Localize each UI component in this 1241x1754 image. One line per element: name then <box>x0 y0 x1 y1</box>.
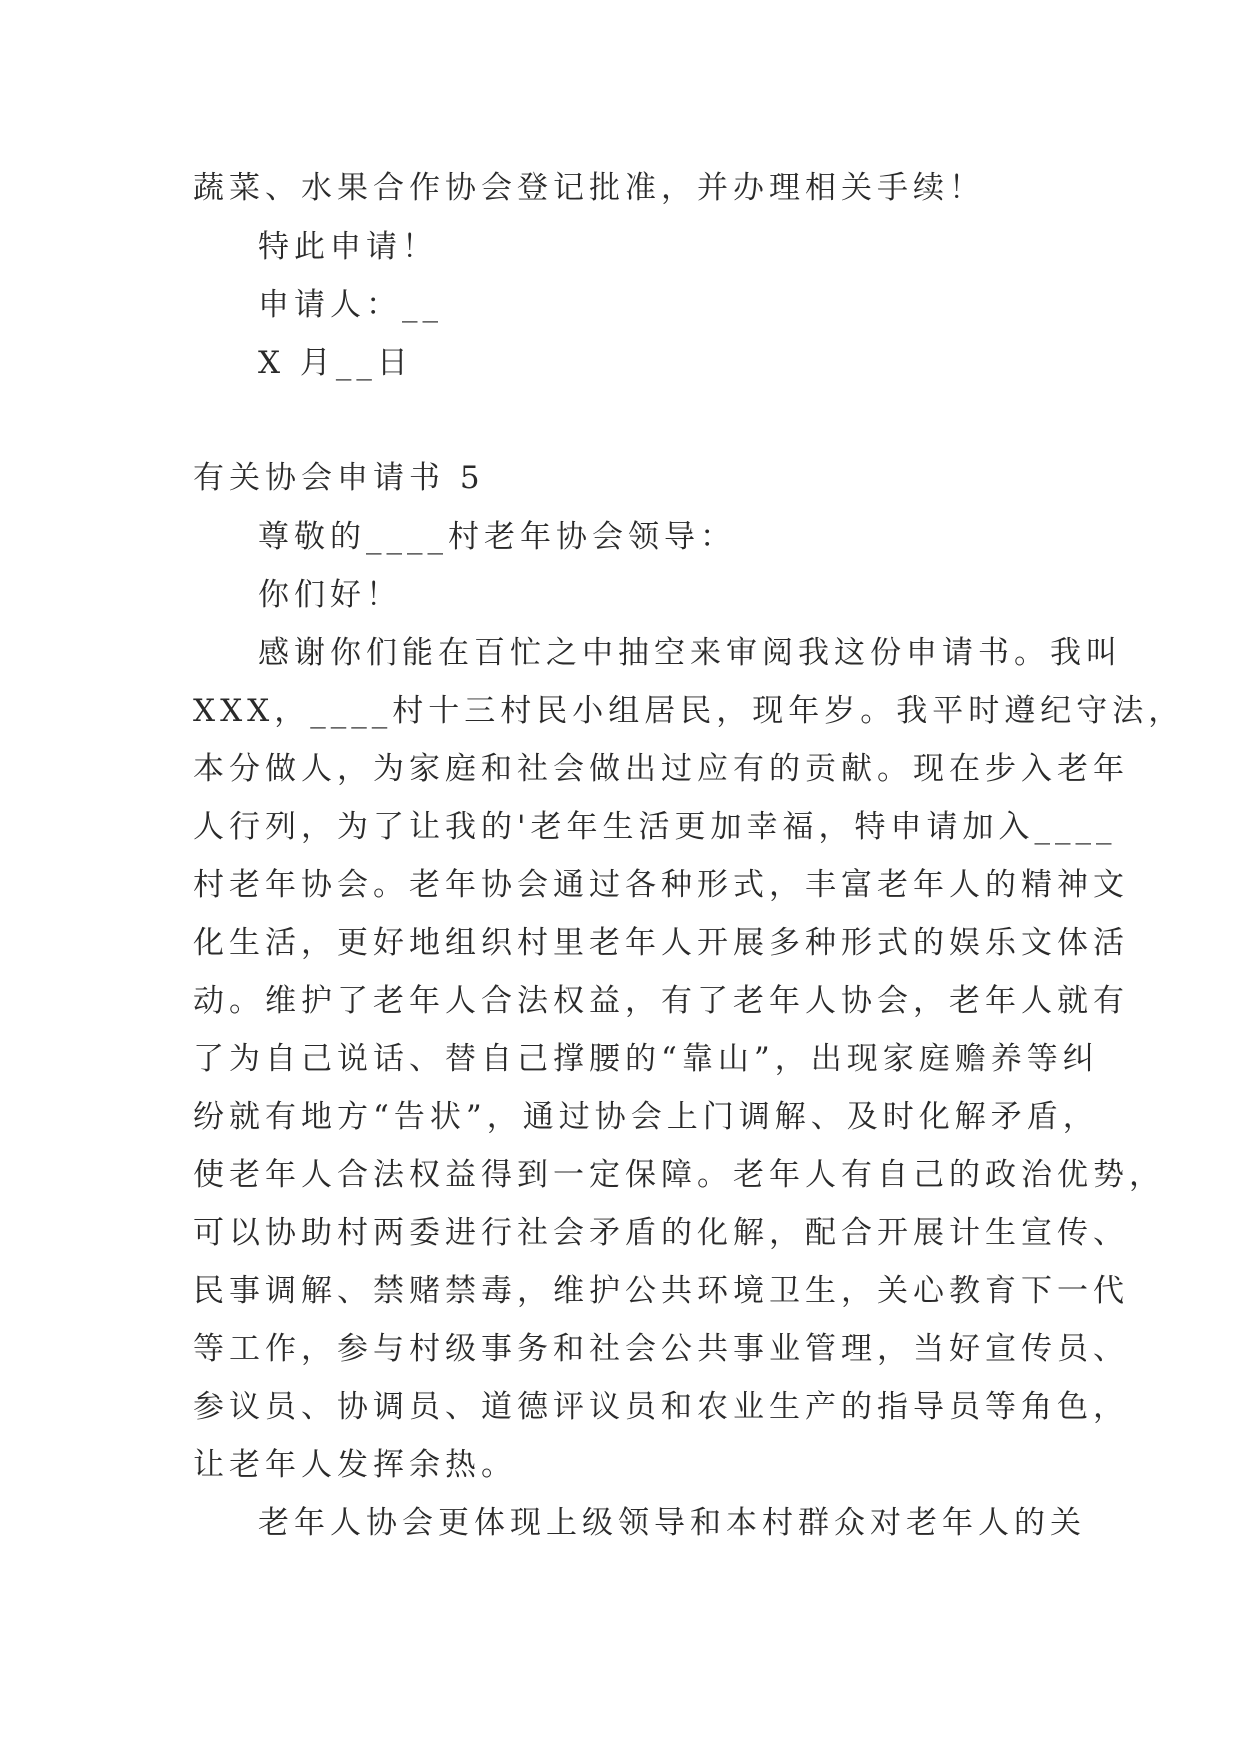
paragraph-line: 本分做人，为家庭和社会做出过应有的贡献。现在步入老年 <box>193 751 1129 787</box>
date-line: X 月__日 <box>258 345 413 381</box>
salutation: 尊敬的____村老年协会领导： <box>258 519 736 555</box>
paragraph-line: 老年人协会更体现上级领导和本村群众对老年人的关 <box>258 1505 1086 1541</box>
greeting: 你们好！ <box>258 577 402 613</box>
paragraph-line: 参议员、协调员、道德评议员和农业生产的指导员等角色， <box>193 1389 1129 1425</box>
paragraph-line: 可以协助村两委进行社会矛盾的化解，配合开展计生宣传、 <box>193 1215 1129 1251</box>
paragraph-line: 村老年协会。老年协会通过各种形式，丰富老年人的精神文 <box>193 867 1129 903</box>
paragraph-line: 了为自己说话、替自己撑腰的“靠山”，出现家庭赡养等纠 <box>193 1041 1099 1077</box>
paragraph-line: 等工作，参与村级事务和社会公共事业管理，当好宣传员、 <box>193 1331 1129 1367</box>
paragraph-line: 民事调解、禁赌禁毒，维护公共环境卫生，关心教育下一代 <box>193 1273 1129 1309</box>
paragraph-line: 人行列，为了让我的'老年生活更加幸福，特申请加入____ <box>193 809 1117 845</box>
paragraph-line: 使老年人合法权益得到一定保障。老年人有自己的政治优势， <box>193 1157 1165 1193</box>
closing-line: 特此申请！ <box>258 229 438 265</box>
applicant-line: 申请人：__ <box>258 287 443 323</box>
paragraph-line: 让老年人发挥余热。 <box>193 1447 517 1483</box>
text-line: 蔬菜、水果合作协会登记批准，并办理相关手续！ <box>193 170 985 206</box>
section-title: 有关协会申请书 5 <box>193 460 485 496</box>
paragraph-line: 化生活，更好地组织村里老年人开展多种形式的娱乐文体活 <box>193 925 1129 961</box>
paragraph-line: 纷就有地方“告状”，通过协会上门调解、及时化解矛盾， <box>193 1099 1099 1135</box>
paragraph-line: 感谢你们能在百忙之中抽空来审阅我这份申请书。我叫 <box>258 635 1122 671</box>
paragraph-line: 动。维护了老年人合法权益，有了老年人协会，老年人就有 <box>193 983 1129 1019</box>
paragraph-line: XXX，____村十三村民小组居民，现年岁。我平时遵纪守法， <box>193 693 1185 729</box>
